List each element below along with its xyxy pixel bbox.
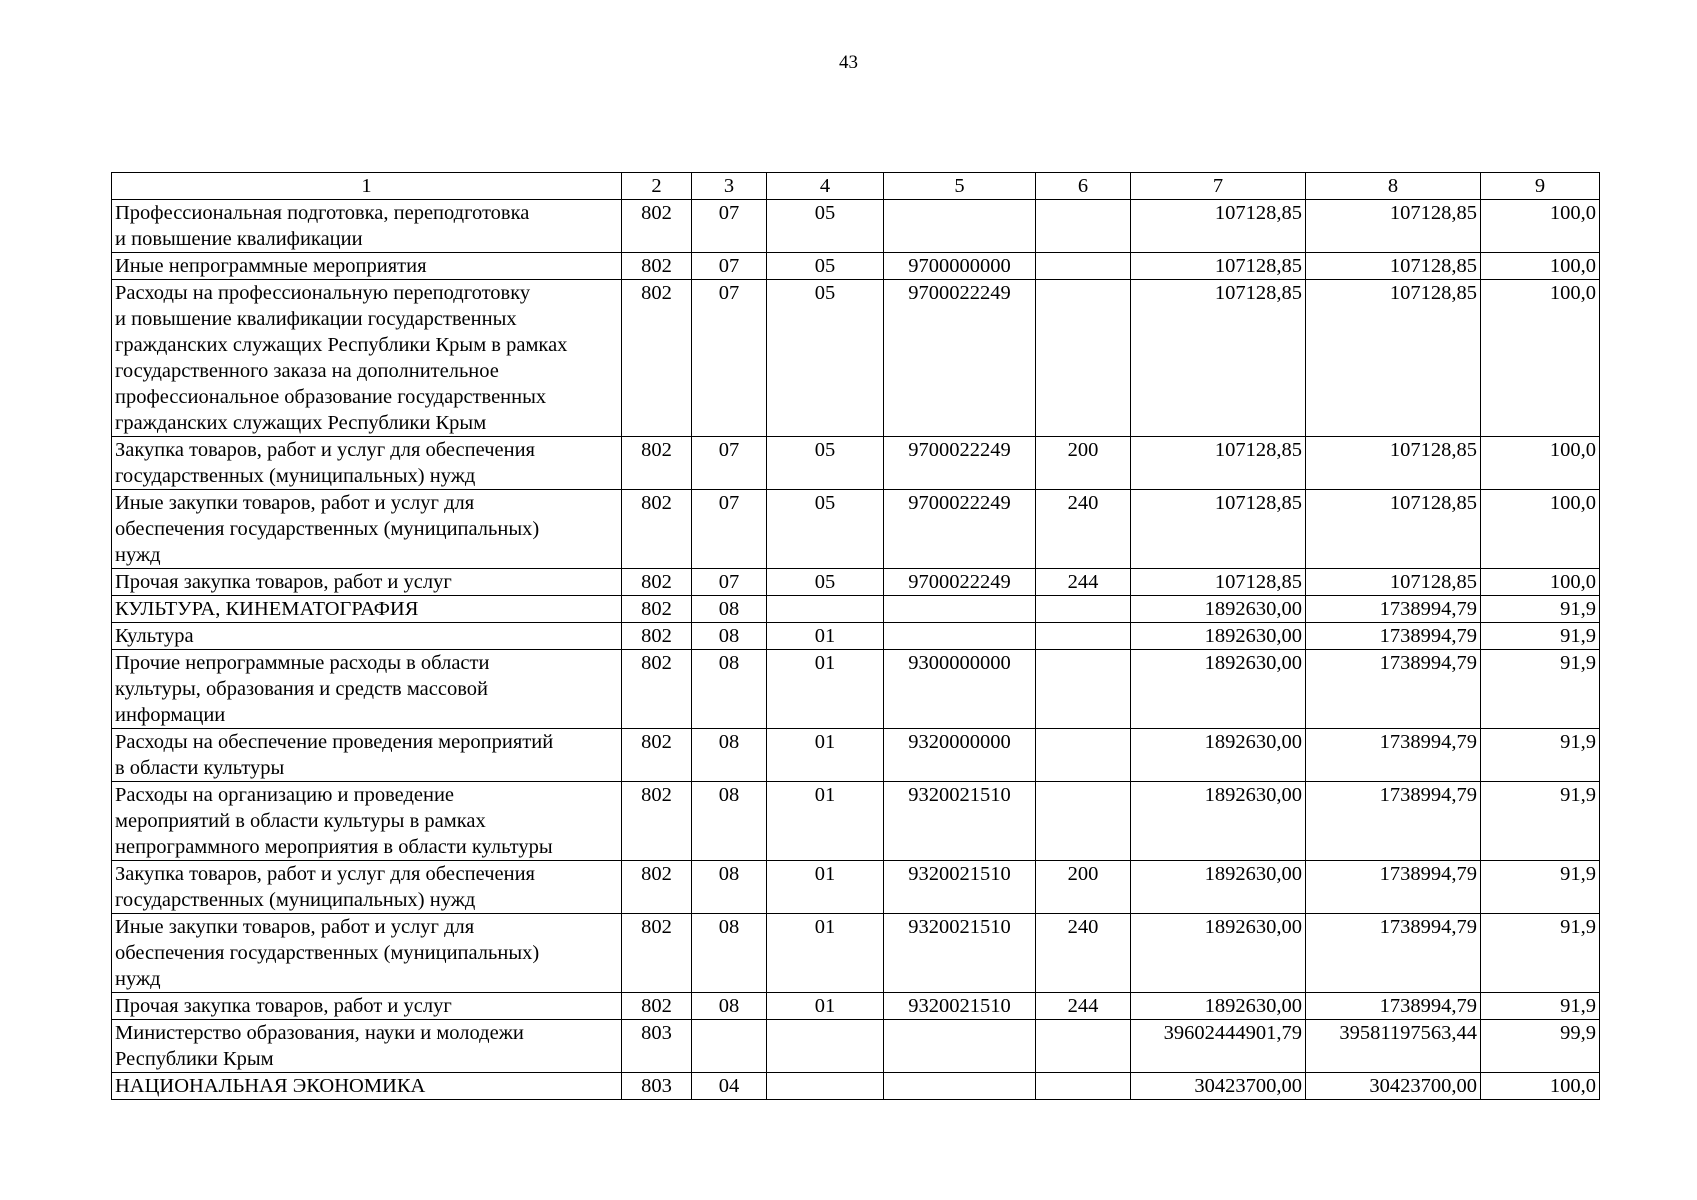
execution-percent-cell: 99,9 <box>1481 1020 1600 1073</box>
executed-amount-cell: 1738994,79 <box>1306 729 1481 782</box>
gov-code-cell: 802 <box>622 200 692 253</box>
subsection-code-cell: 01 <box>767 993 884 1020</box>
expense-type-cell: 244 <box>1036 993 1131 1020</box>
section-code-cell: 08 <box>692 782 767 861</box>
target-article-cell <box>884 596 1036 623</box>
gov-code-cell: 802 <box>622 253 692 280</box>
subsection-code-cell: 05 <box>767 253 884 280</box>
section-code-cell: 08 <box>692 596 767 623</box>
item-name-cell: Иные непрограммные мероприятия <box>112 253 622 280</box>
item-name-cell: Расходы на профессиональную переподготовку и повышение квалификации государственных гражданских служащих Республики Крым в рамках государственного заказа на дополнительное профессиональное образование государственных гражданских служащих Республики Крым <box>112 280 622 437</box>
target-article-cell: 9700022249 <box>884 437 1036 490</box>
approved-amount-cell: 30423700,00 <box>1131 1073 1306 1100</box>
subsection-code-cell: 05 <box>767 280 884 437</box>
approved-amount-cell: 107128,85 <box>1131 280 1306 437</box>
section-code-cell: 08 <box>692 993 767 1020</box>
target-article-cell: 9320021510 <box>884 914 1036 993</box>
execution-percent-cell: 91,9 <box>1481 650 1600 729</box>
section-code-cell: 08 <box>692 729 767 782</box>
subsection-code-cell: 01 <box>767 914 884 993</box>
subsection-code-cell <box>767 596 884 623</box>
gov-code-cell: 803 <box>622 1020 692 1073</box>
expense-type-cell: 244 <box>1036 569 1131 596</box>
target-article-cell: 9320000000 <box>884 729 1036 782</box>
section-code-cell <box>692 1020 767 1073</box>
executed-amount-cell: 107128,85 <box>1306 569 1481 596</box>
expense-type-cell <box>1036 596 1131 623</box>
target-article-cell: 9320021510 <box>884 861 1036 914</box>
column-header: 2 <box>622 173 692 200</box>
column-header: 1 <box>112 173 622 200</box>
approved-amount-cell: 107128,85 <box>1131 200 1306 253</box>
target-article-cell <box>884 623 1036 650</box>
expense-type-cell: 200 <box>1036 861 1131 914</box>
approved-amount-cell: 107128,85 <box>1131 569 1306 596</box>
table-row <box>112 729 1600 782</box>
execution-percent-cell: 91,9 <box>1481 596 1600 623</box>
table-row <box>112 253 1600 280</box>
execution-percent-cell: 100,0 <box>1481 490 1600 569</box>
table-row <box>112 861 1600 914</box>
executed-amount-cell: 107128,85 <box>1306 280 1481 437</box>
executed-amount-cell: 107128,85 <box>1306 253 1481 280</box>
target-article-cell: 9700000000 <box>884 253 1036 280</box>
execution-percent-cell: 100,0 <box>1481 1073 1600 1100</box>
item-name-cell: Расходы на обеспечение проведения мероприятий в области культуры <box>112 729 622 782</box>
subsection-code-cell <box>767 1073 884 1100</box>
table-row <box>112 490 1600 569</box>
gov-code-cell: 802 <box>622 280 692 437</box>
expense-type-cell <box>1036 1020 1131 1073</box>
table-row <box>112 914 1600 993</box>
expense-type-cell <box>1036 280 1131 437</box>
item-name-cell: Закупка товаров, работ и услуг для обеспечения государственных (муниципальных) нужд <box>112 861 622 914</box>
item-name-cell: Закупка товаров, работ и услуг для обеспечения государственных (муниципальных) нужд <box>112 437 622 490</box>
approved-amount-cell: 1892630,00 <box>1131 782 1306 861</box>
subsection-code-cell: 05 <box>767 437 884 490</box>
section-code-cell: 08 <box>692 623 767 650</box>
section-code-cell: 08 <box>692 914 767 993</box>
gov-code-cell: 802 <box>622 437 692 490</box>
column-header: 3 <box>692 173 767 200</box>
executed-amount-cell: 1738994,79 <box>1306 782 1481 861</box>
executed-amount-cell: 1738994,79 <box>1306 596 1481 623</box>
approved-amount-cell: 39602444901,79 <box>1131 1020 1306 1073</box>
subsection-code-cell: 01 <box>767 729 884 782</box>
column-header: 4 <box>767 173 884 200</box>
execution-percent-cell: 91,9 <box>1481 782 1600 861</box>
page-number: 43 <box>839 52 858 73</box>
expense-type-cell <box>1036 782 1131 861</box>
gov-code-cell: 802 <box>622 782 692 861</box>
target-article-cell: 9320021510 <box>884 993 1036 1020</box>
approved-amount-cell: 1892630,00 <box>1131 861 1306 914</box>
target-article-cell <box>884 1073 1036 1100</box>
item-name-cell: Расходы на организацию и проведение мероприятий в области культуры в рамках непрограммного мероприятия в области культуры <box>112 782 622 861</box>
execution-percent-cell: 91,9 <box>1481 993 1600 1020</box>
item-name-cell: Иные закупки товаров, работ и услуг для обеспечения государственных (муниципальных) нужд <box>112 914 622 993</box>
execution-percent-cell: 91,9 <box>1481 623 1600 650</box>
subsection-code-cell: 01 <box>767 861 884 914</box>
column-header: 7 <box>1131 173 1306 200</box>
table-row <box>112 782 1600 861</box>
executed-amount-cell: 107128,85 <box>1306 490 1481 569</box>
subsection-code-cell <box>767 1020 884 1073</box>
table-row <box>112 1073 1600 1100</box>
gov-code-cell: 802 <box>622 914 692 993</box>
executed-amount-cell: 107128,85 <box>1306 437 1481 490</box>
approved-amount-cell: 107128,85 <box>1131 253 1306 280</box>
column-header: 5 <box>884 173 1036 200</box>
execution-percent-cell: 100,0 <box>1481 280 1600 437</box>
expense-type-cell: 240 <box>1036 914 1131 993</box>
execution-percent-cell: 100,0 <box>1481 253 1600 280</box>
table-row <box>112 569 1600 596</box>
execution-percent-cell: 91,9 <box>1481 914 1600 993</box>
executed-amount-cell: 1738994,79 <box>1306 914 1481 993</box>
subsection-code-cell: 05 <box>767 569 884 596</box>
table-row <box>112 280 1600 437</box>
executed-amount-cell: 30423700,00 <box>1306 1073 1481 1100</box>
column-header: 8 <box>1306 173 1481 200</box>
section-code-cell: 07 <box>692 490 767 569</box>
section-code-cell: 08 <box>692 861 767 914</box>
target-article-cell: 9700022249 <box>884 569 1036 596</box>
gov-code-cell: 802 <box>622 490 692 569</box>
table-row <box>112 596 1600 623</box>
approved-amount-cell: 1892630,00 <box>1131 596 1306 623</box>
item-name-cell: КУЛЬТУРА, КИНЕМАТОГРАФИЯ <box>112 596 622 623</box>
gov-code-cell: 802 <box>622 650 692 729</box>
executed-amount-cell: 107128,85 <box>1306 200 1481 253</box>
item-name-cell: Иные закупки товаров, работ и услуг для обеспечения государственных (муниципальных) нужд <box>112 490 622 569</box>
subsection-code-cell: 05 <box>767 490 884 569</box>
target-article-cell: 9700022249 <box>884 490 1036 569</box>
table-row <box>112 650 1600 729</box>
column-header: 6 <box>1036 173 1131 200</box>
subsection-code-cell: 01 <box>767 623 884 650</box>
table-row <box>112 623 1600 650</box>
section-code-cell: 07 <box>692 569 767 596</box>
column-number-row <box>112 173 1600 200</box>
executed-amount-cell: 1738994,79 <box>1306 650 1481 729</box>
approved-amount-cell: 1892630,00 <box>1131 650 1306 729</box>
table-row <box>112 200 1600 253</box>
section-code-cell: 04 <box>692 1073 767 1100</box>
gov-code-cell: 802 <box>622 569 692 596</box>
target-article-cell: 9300000000 <box>884 650 1036 729</box>
execution-percent-cell: 91,9 <box>1481 729 1600 782</box>
expense-type-cell <box>1036 1073 1131 1100</box>
table-row <box>112 437 1600 490</box>
approved-amount-cell: 107128,85 <box>1131 437 1306 490</box>
approved-amount-cell: 107128,85 <box>1131 490 1306 569</box>
approved-amount-cell: 1892630,00 <box>1131 729 1306 782</box>
gov-code-cell: 803 <box>622 1073 692 1100</box>
section-code-cell: 07 <box>692 437 767 490</box>
column-header: 9 <box>1481 173 1600 200</box>
expense-type-cell <box>1036 200 1131 253</box>
executed-amount-cell: 1738994,79 <box>1306 623 1481 650</box>
section-code-cell: 07 <box>692 200 767 253</box>
gov-code-cell: 802 <box>622 623 692 650</box>
executed-amount-cell: 39581197563,44 <box>1306 1020 1481 1073</box>
target-article-cell <box>884 1020 1036 1073</box>
approved-amount-cell: 1892630,00 <box>1131 914 1306 993</box>
executed-amount-cell: 1738994,79 <box>1306 993 1481 1020</box>
gov-code-cell: 802 <box>622 861 692 914</box>
section-code-cell: 08 <box>692 650 767 729</box>
item-name-cell: Прочие непрограммные расходы в области культуры, образования и средств массовой информации <box>112 650 622 729</box>
item-name-cell: Прочая закупка товаров, работ и услуг <box>112 993 622 1020</box>
gov-code-cell: 802 <box>622 729 692 782</box>
execution-percent-cell: 91,9 <box>1481 861 1600 914</box>
target-article-cell: 9320021510 <box>884 782 1036 861</box>
expense-type-cell: 240 <box>1036 490 1131 569</box>
approved-amount-cell: 1892630,00 <box>1131 623 1306 650</box>
item-name-cell: Прочая закупка товаров, работ и услуг <box>112 569 622 596</box>
target-article-cell: 9700022249 <box>884 280 1036 437</box>
approved-amount-cell: 1892630,00 <box>1131 993 1306 1020</box>
target-article-cell <box>884 200 1036 253</box>
item-name-cell: Культура <box>112 623 622 650</box>
section-code-cell: 07 <box>692 253 767 280</box>
table-row <box>112 1020 1600 1073</box>
gov-code-cell: 802 <box>622 596 692 623</box>
execution-percent-cell: 100,0 <box>1481 437 1600 490</box>
budget-table <box>111 172 1600 1100</box>
executed-amount-cell: 1738994,79 <box>1306 861 1481 914</box>
item-name-cell: НАЦИОНАЛЬНАЯ ЭКОНОМИКА <box>112 1073 622 1100</box>
subsection-code-cell: 01 <box>767 650 884 729</box>
expense-type-cell <box>1036 650 1131 729</box>
table-row <box>112 993 1600 1020</box>
gov-code-cell: 802 <box>622 993 692 1020</box>
item-name-cell: Министерство образования, науки и молодежи Республики Крым <box>112 1020 622 1073</box>
execution-percent-cell: 100,0 <box>1481 200 1600 253</box>
expense-type-cell <box>1036 729 1131 782</box>
expense-type-cell: 200 <box>1036 437 1131 490</box>
expense-type-cell <box>1036 623 1131 650</box>
expense-type-cell <box>1036 253 1131 280</box>
execution-percent-cell: 100,0 <box>1481 569 1600 596</box>
subsection-code-cell: 01 <box>767 782 884 861</box>
item-name-cell: Профессиональная подготовка, переподготовка и повышение квалификации <box>112 200 622 253</box>
subsection-code-cell: 05 <box>767 200 884 253</box>
section-code-cell: 07 <box>692 280 767 437</box>
